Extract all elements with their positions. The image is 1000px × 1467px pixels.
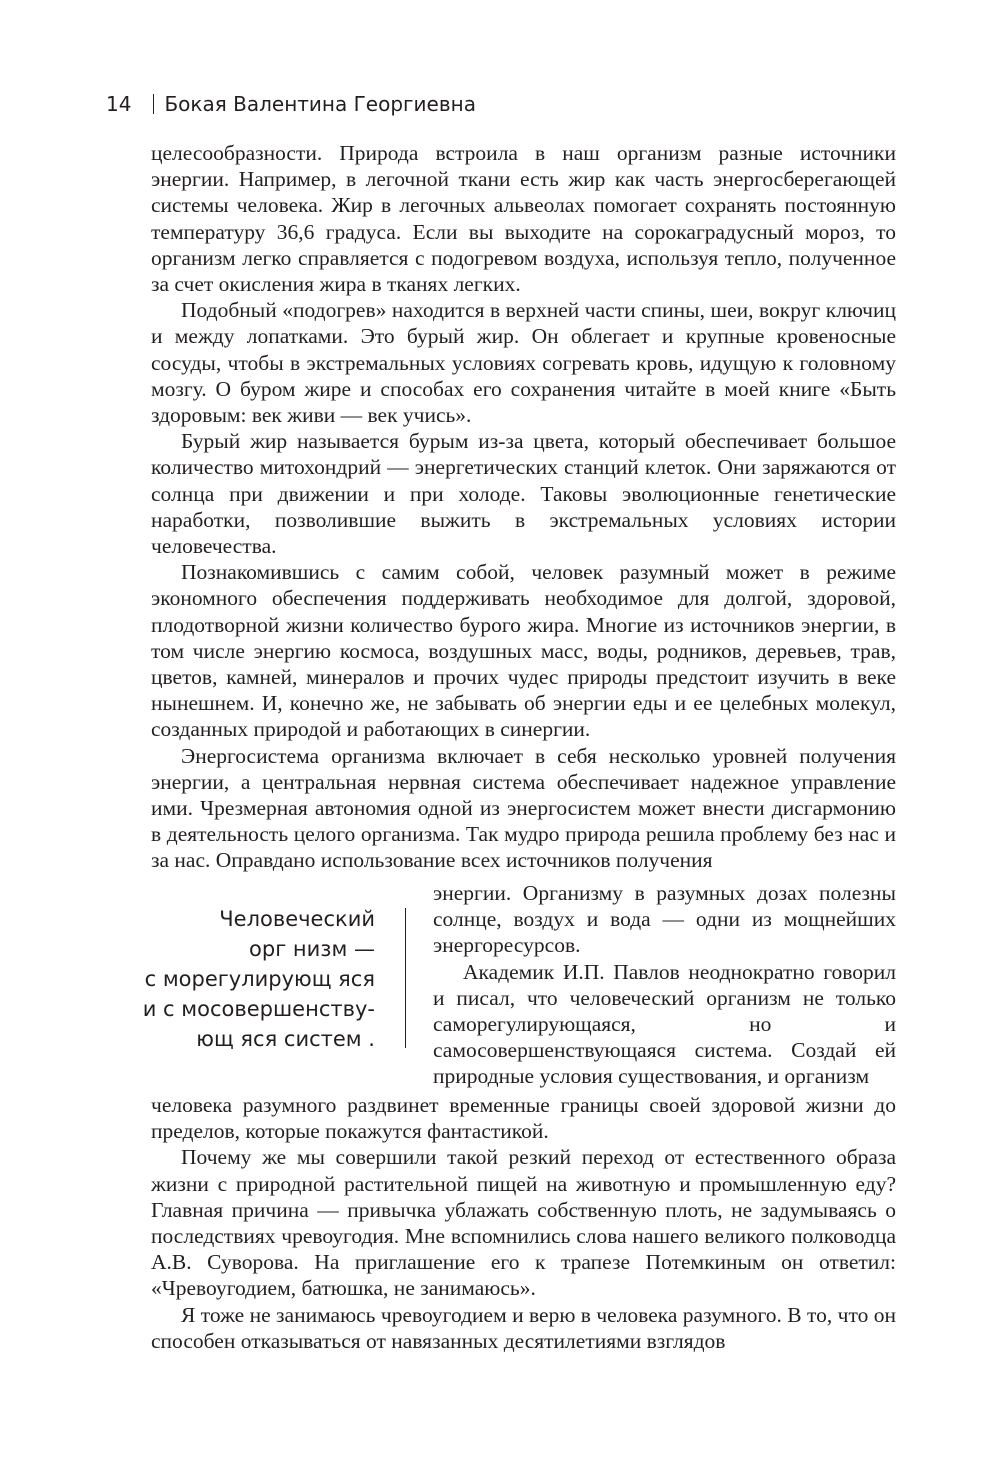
body-text-top <box>151 140 896 874</box>
header-divider <box>153 94 154 114</box>
paragraph: целесообразности. Природа встроила в наш организм разные источники энергии. Например, в легочной ткани есть жир как часть энергосберегающей системы человека. Жир в легочных альвеолах помогает сохранять постоянную температуру 36,6 градуса. Если вы выходите на сорокаградусный мороз, то организм легко справляется с подогревом воздуха, используя тепло, полученное за счет окисления жира в тканях легких. <box>151 141 896 297</box>
paragraph: Познакомившись с самим собой, человек разумный может в режиме экономного обеспечения поддерживать необходимое для долгой, здоровой, плодотворной жизни количество бурого жира. Многие из источников энергии, в том числе энергию космоса, воздушных масс, воды, родников, деревьев, трав, цветов, камней, минералов и прочих чудес природы предстоит изучить в веке нынешнем. И, конечно же, не забывать об энергии еды и ее целебных молекул, созданных природой и работающих в синергии. <box>151 560 896 742</box>
paragraph: Энергосистема организма включает в себя несколько уровней получения энергии, а центральная нервная система обеспечивает надежное управление ими. Чрезмерная автономия одной из энергосистем может внести дисгармонию в деятельность целого организма. Так мудро природа решила проблему без нас и за нас. Оправдано использование всех источников получения <box>151 743 896 873</box>
body-text-right <box>433 880 896 1090</box>
pull-quote-line: ющ яся систем . <box>196 1027 375 1051</box>
author-name: Бокая Валентина Георгиевна <box>164 92 476 116</box>
paragraph: Почему же мы совершили такой резкий переход от естественного образа жизни с природной растительной пищей на животную и промышленную еду? Главная причина — привычка ублажать собственную плоть, не задумываясь о последствиях чревоугодия. Мне вспомнились слова нашего великого полководца А.В. Суворова. На приглашение его к трапезе Потемкиным он ответил: «Чревоугодием, батюшка, не занимаюсь». <box>151 1145 896 1301</box>
paragraph: Я тоже не занимаюсь чревоугодием и верю в человека разумного. В то, что он способен отказываться от навязанных десятилетиями взглядов <box>151 1302 896 1353</box>
pull-quote-line: с морегулирующ яся <box>144 967 375 991</box>
paragraph: Бурый жир называется бурым из-за цвета, который обеспечивает большое количество митохондрий — энергетических станций клеток. Они заряжаются от солнца при движении и при холоде. Таковы эволюционные генетические наработки, позволившие выжить в экстремальных условиях истории человечества. <box>151 429 896 559</box>
running-header <box>106 89 476 119</box>
page-number: 14 <box>106 92 132 116</box>
pull-quote-line: и с мосовершенству- <box>142 997 375 1021</box>
pull-quote <box>100 904 375 1054</box>
paragraph: человека разумного раздвинет временные границы своей здоровой жизни до пределов, которые покажутся фантастикой. <box>151 1093 896 1144</box>
paragraph: Подобный «подогрев» находится в верхней части спины, шеи, вокруг ключиц и между лопатками. Это бурый жир. Он облегает и крупные кровеносные сосуды, чтобы в экстремальных условиях согревать кровь, идущую к головному мозгу. О буром жире и способах его сохранения читайте в моей книге «Быть здоровым: век живи — век учись». <box>151 298 896 428</box>
body-text-bottom <box>151 1092 896 1354</box>
pull-quote-line: Человеческий <box>219 907 375 931</box>
paragraph: энергии. Организму в разумных дозах полезны солнце, воздух и вода — одни из мощнейших энергоресурсов. <box>433 881 896 958</box>
pull-quote-line: орг низм — <box>249 937 375 961</box>
paragraph: Академик И.П. Павлов неоднократно говорил и писал, что человеческий организм не только саморегулирующаяся, но и самосовершенствующаяся система. Создай ей природные условия существования, и организм <box>433 959 896 1089</box>
pull-quote-divider <box>405 908 406 1048</box>
